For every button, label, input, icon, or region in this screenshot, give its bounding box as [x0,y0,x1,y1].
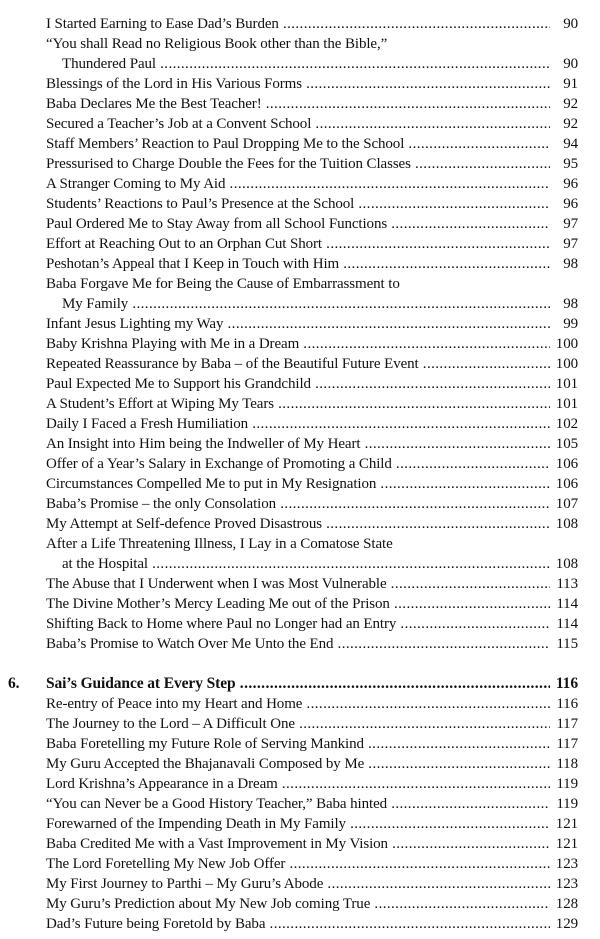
toc-entry-page: 105 [550,434,578,454]
toc-entry-title: My Guru’s Prediction about My New Job coming True ..... [46,894,560,914]
toc-entry [0,134,600,154]
toc-entry-page: 114 [550,614,578,634]
toc-entry-page: 106 [550,474,578,494]
toc-entry [0,294,600,314]
toc-entry [0,914,600,934]
toc-entry-page: 98 [550,254,578,274]
toc-entry-title: Infant Jesus Lighting my Way ..... [46,314,560,334]
toc-entry-page: 95 [550,154,578,174]
toc-entry-title: The Abuse that I Underwent when I was Most Vulnerable ..... [46,574,560,594]
toc-entry-title: Forewarned of the Impending Death in My Family ..... [46,814,560,834]
toc-entry-title: Lord Krishna’s Appearance in a Dream ..... [46,774,560,794]
chapter-heading [0,674,600,694]
toc-entry-title: A Student’s Effort at Wiping My Tears ..... [46,394,560,414]
toc-entry [0,94,600,114]
toc-entry-title: Daily I Faced a Fresh Humiliation ..... [46,414,560,434]
toc-entry-title: The Divine Mother’s Mercy Leading Me out of the Prison ..... [46,594,560,614]
toc-entry-title: Blessings of the Lord in His Various Forms ..... [46,74,560,94]
toc-entry [0,534,600,554]
toc-entry-page: 101 [550,394,578,414]
toc-entry [0,574,600,594]
toc-entry-title: My First Journey to Parthi – My Guru’s Abode ..... [46,874,560,894]
chapter-page: 116 [550,674,578,694]
toc-entry [0,514,600,534]
toc-entry-title: Circumstances Compelled Me to put in My Resignation ..... [46,474,560,494]
toc-entry-title: My Family ..... [62,294,560,314]
toc-entry [0,594,600,614]
toc-entry-title: I Started Earning to Ease Dad’s Burden ..... [46,14,560,34]
toc-entry-title: Staff Members’ Reaction to Paul Dropping Me to the School ..... [46,134,560,154]
toc-entry-page: 115 [550,634,578,654]
toc-entry-page: 108 [550,554,578,574]
toc-entry [0,854,600,874]
toc-entry [0,474,600,494]
toc-entry-title: Effort at Reaching Out to an Orphan Cut Short ..... [46,234,560,254]
toc-entry-title: Shifting Back to Home where Paul no Longer had an Entry ..... [46,614,560,634]
toc-entry-title: “You can Never be a Good History Teacher,” Baba hinted ..... [46,794,560,814]
toc-entry-page: 90 [550,54,578,74]
toc-entry-page: 116 [550,694,578,714]
toc-entry [0,494,600,514]
toc-entry-page: 92 [550,114,578,134]
toc-entry [0,614,600,634]
toc-entry-title: Offer of a Year’s Salary in Exchange of Promoting a Child ..... [46,454,560,474]
toc-entry [0,414,600,434]
toc-entry-page: 100 [550,354,578,374]
toc-entry [0,794,600,814]
toc-entry-title: Baba’s Promise – the only Consolation ..... [46,494,560,514]
toc-entry-page: 107 [550,494,578,514]
toc-entry-page: 117 [550,714,578,734]
toc-entry-page: 113 [550,574,578,594]
toc-entry-title: Baby Krishna Playing with Me in a Dream ..... [46,334,560,354]
toc-entry-page: 121 [550,814,578,834]
toc-entry-page: 96 [550,194,578,214]
toc-entry-page: 99 [550,314,578,334]
toc-entry [0,394,600,414]
toc-entry [0,154,600,174]
toc-entry-page: 114 [550,594,578,614]
toc-entry [0,434,600,454]
toc-entry-page: 121 [550,834,578,854]
toc-entry-title: Baba Credited Me with a Vast Improvement in My Vision ..... [46,834,560,854]
toc-entry-title: Students’ Reactions to Paul’s Presence at the School ..... [46,194,560,214]
toc-entry-page: 118 [550,754,578,774]
toc-entry-title: at the Hospital ..... [62,554,560,574]
toc-entry [0,234,600,254]
toc-entry-title: An Insight into Him being the Indweller of My Heart ..... [46,434,560,454]
toc-entry-title: Dad’s Future being Foretold by Baba ..... [46,914,560,934]
toc-entry-page: 106 [550,454,578,474]
toc-entry [0,834,600,854]
toc-entry [0,354,600,374]
toc-entry-page: 102 [550,414,578,434]
toc-entry-page: 92 [550,94,578,114]
toc-entry-title: My Guru Accepted the Bhajanavali Composed by Me ..... [46,754,560,774]
toc-entry-title: Peshotan’s Appeal that I Keep in Touch with Him ..... [46,254,560,274]
chapter-title: Sai’s Guidance at Every Step ..... [46,674,560,694]
toc-entry-page: 123 [550,874,578,894]
toc-entry-page: 119 [550,794,578,814]
toc-entry [0,714,600,734]
toc-entry-title: Paul Expected Me to Support his Grandchild ..... [46,374,560,394]
toc-entry [0,894,600,914]
toc-entry-title: Baba Forgave Me for Being the Cause of Embarrassment to [46,276,400,292]
toc-entry-page: 90 [550,14,578,34]
toc-entry-title: Pressurised to Charge Double the Fees for the Tuition Classes ..... [46,154,560,174]
toc-entry-title: After a Life Threatening Illness, I Lay in a Comatose State [46,536,393,552]
toc-entry [0,14,600,34]
toc-entry-page: 117 [550,734,578,754]
toc-entry-page: 91 [550,74,578,94]
toc-entry [0,634,600,654]
toc-entry [0,314,600,334]
toc-entry-page: 119 [550,774,578,794]
toc-entry-title: Paul Ordered Me to Stay Away from all School Functions ..... [46,214,560,234]
toc-entry-page: 97 [550,214,578,234]
toc-entry-title: “You shall Read no Religious Book other than the Bible,” [46,36,388,52]
toc-entry [0,374,600,394]
toc-entry [0,774,600,794]
toc-entry-title: My Attempt at Self-defence Proved Disastrous ..... [46,514,560,534]
toc-entry [0,34,600,54]
section-gap [0,654,600,674]
toc-entry-page: 94 [550,134,578,154]
toc-entry-title: Repeated Reassurance by Baba – of the Beautiful Future Event ..... [46,354,560,374]
toc-entry-page: 123 [550,854,578,874]
toc-entry-title: Secured a Teacher’s Job at a Convent School ..... [46,114,560,134]
toc-entry-title: Thundered Paul ..... [62,54,560,74]
toc-section-1 [0,14,600,654]
toc-entry-title: The Lord Foretelling My New Job Offer ..... [46,854,560,874]
toc-entry-page: 101 [550,374,578,394]
toc-entry-title: Baba Foretelling my Future Role of Serving Mankind ..... [46,734,560,754]
toc-entry [0,554,600,574]
toc-entry-page: 96 [550,174,578,194]
toc-entry-title: Baba Declares Me the Best Teacher! ..... [46,94,560,114]
toc-entry-page: 128 [550,894,578,914]
chapter-number: 6. [8,675,20,692]
toc-entry [0,694,600,714]
toc-entry [0,454,600,474]
toc-entry [0,814,600,834]
toc-entry [0,874,600,894]
toc-entry [0,254,600,274]
toc-entry-page: 97 [550,234,578,254]
toc-entry-title: The Journey to the Lord – A Difficult One ..... [46,714,560,734]
toc-section-2 [0,694,600,934]
toc-entry-title: A Stranger Coming to My Aid ..... [46,174,560,194]
toc-entry [0,74,600,94]
toc-entry [0,754,600,774]
toc-entry-page: 100 [550,334,578,354]
toc-entry-page: 108 [550,514,578,534]
toc-entry-title: Re-entry of Peace into my Heart and Home ..... [46,694,560,714]
toc-entry [0,174,600,194]
toc-entry [0,214,600,234]
toc-entry [0,194,600,214]
toc-entry [0,274,600,294]
table-of-contents [0,14,600,934]
toc-entry-page: 129 [550,914,578,934]
toc-entry [0,734,600,754]
toc-entry [0,114,600,134]
toc-entry-title: Baba’s Promise to Watch Over Me Unto the End ..... [46,634,560,654]
toc-entry-page: 98 [550,294,578,314]
toc-entry [0,334,600,354]
toc-entry [0,54,600,74]
